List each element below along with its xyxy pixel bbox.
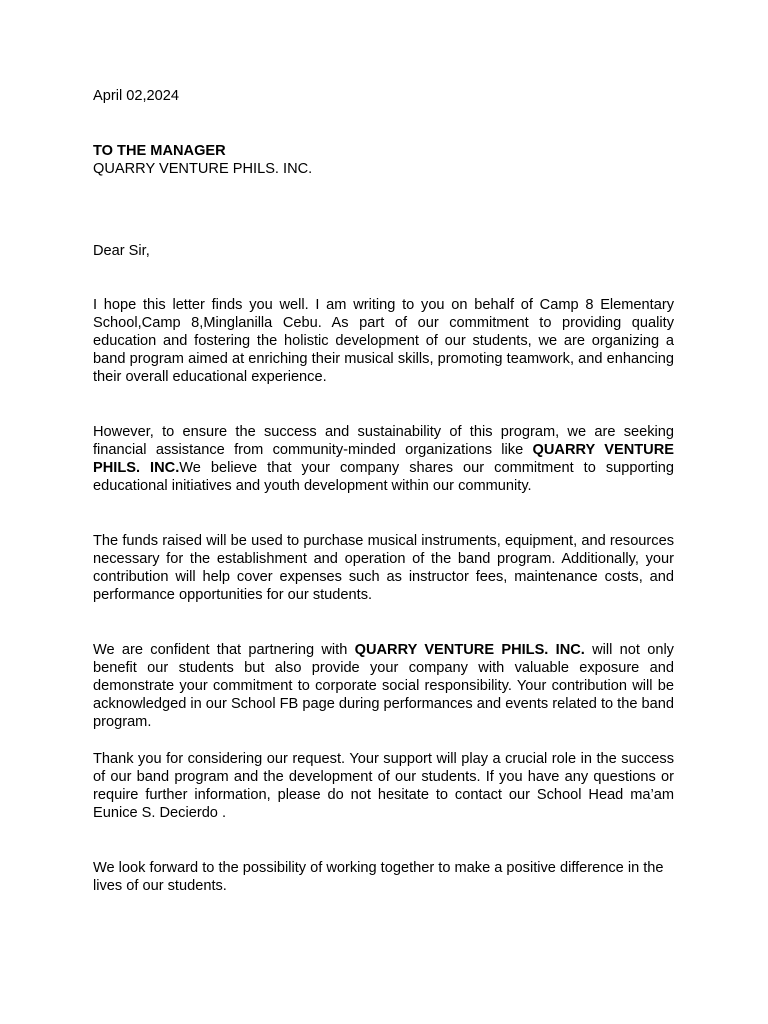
- paragraph-funds: The funds raised will be used to purchase musical instruments, equipment, and resources necessary for the establishment and operation of the band program. Additionally, your contribution will help cover expenses such as instructor fees, maintenance costs, and performance opportunities for our students.: [93, 533, 674, 603]
- paragraph-assistance: [93, 423, 674, 495]
- paragraph-thanks: Thank you for considering our request. Your support will play a crucial role in the success of our band program and the development of our students. If you have any questions or require further information, please do not hesitate to contact our School Head ma’am Eunice S. Decierdo .: [93, 751, 674, 821]
- paragraph-assistance-text-a: However, to ensure the success and sustainability of this program, we are seeking financial assistance from community-minded organizations like: [93, 424, 674, 458]
- paragraph-closing: We look forward to the possibility of working together to make a positive difference in the lives of our students.: [93, 860, 664, 894]
- paragraph-partnership-text-a: We are confident that partnering with: [93, 642, 355, 658]
- recipient-block: [93, 142, 674, 178]
- letter-page: [93, 87, 674, 895]
- letter-date: April 02,2024: [93, 88, 180, 104]
- paragraph-intro: I hope this letter finds you well. I am writing to you on behalf of Camp 8 Elementary School,Camp 8,Minglanilla Cebu. As part of our commitment to providing quality education and fostering the holistic development of our students, we are organizing a band program aimed at enriching their musical skills, promoting teamwork, and enhancing their overall educational experience.: [93, 297, 674, 385]
- company-name-bold: QUARRY VENTURE PHILS. INC.: [93, 442, 674, 476]
- company-name-bold: QUARRY VENTURE PHILS. INC.: [354, 642, 585, 658]
- recipient-company: QUARRY VENTURE PHILS. INC.: [93, 161, 313, 177]
- paragraph-partnership: [93, 641, 674, 731]
- salutation: Dear Sir,: [93, 243, 150, 259]
- paragraph-partnership-text-b: will not only benefit our students but also provide your company with valuable exposure and demonstrate your commitment to corporate social responsibility. Your contribution will be acknowledged in our School FB page during performances and events related to the band program.: [93, 642, 674, 730]
- paragraph-assistance-text-b: We believe that your company shares our commitment to supporting educational initiatives and youth development within our community.: [93, 460, 674, 494]
- recipient-title: TO THE MANAGER: [93, 143, 226, 159]
